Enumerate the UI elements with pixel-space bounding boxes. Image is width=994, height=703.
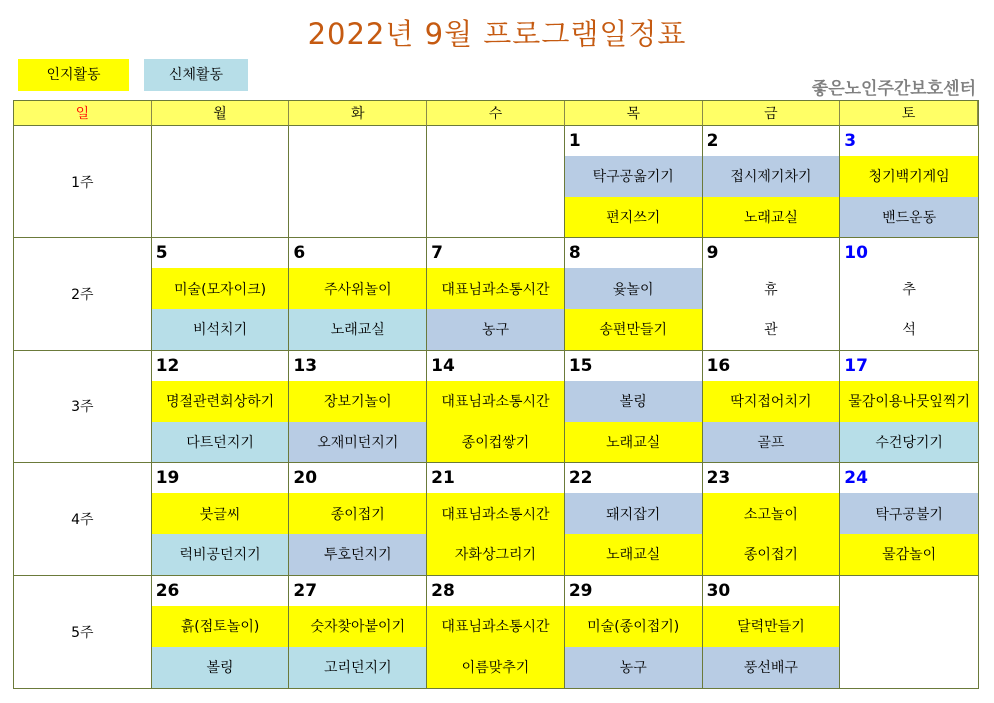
activity: 명절관련회상하기 bbox=[152, 381, 289, 422]
activity: 대표님과소통시간 bbox=[427, 606, 564, 647]
calendar-cell bbox=[565, 576, 703, 688]
activity: 접시제기차기 bbox=[703, 156, 840, 197]
activity: 송편만들기 bbox=[565, 309, 702, 350]
activity: 붓글씨 bbox=[152, 493, 289, 534]
calendar-cell bbox=[840, 351, 978, 463]
calendar-cell bbox=[152, 126, 290, 238]
date-number: 26 bbox=[155, 580, 180, 601]
date-number: 23 bbox=[706, 468, 731, 489]
activity: 비석치기 bbox=[152, 309, 289, 350]
activity: 고리던지기 bbox=[289, 647, 426, 688]
activity: 딱지접어치기 bbox=[703, 381, 840, 422]
week-label: 3주 bbox=[14, 351, 152, 463]
date-number: 1 bbox=[568, 131, 581, 151]
calendar-cell bbox=[840, 126, 978, 238]
date-number: 21 bbox=[431, 468, 455, 489]
activity: 골프 bbox=[703, 422, 840, 463]
date-number: 10 bbox=[844, 243, 868, 264]
calendar-cell bbox=[565, 238, 703, 350]
activity: 달력만들기 bbox=[703, 606, 840, 647]
calendar-cell bbox=[703, 576, 841, 688]
date-number: 2 bbox=[706, 131, 719, 151]
legend-physical: 신체활동 bbox=[144, 59, 248, 91]
date-number: 16 bbox=[706, 355, 731, 376]
week-label: 2주 bbox=[14, 238, 152, 350]
activity: 미술(모자이크) bbox=[152, 268, 289, 309]
date-number: 9 bbox=[706, 243, 719, 264]
date-number: 8 bbox=[568, 243, 581, 264]
activity: 자화상그리기 bbox=[427, 534, 564, 575]
calendar-cell bbox=[152, 238, 290, 350]
activity: 이름맞추기 bbox=[427, 647, 564, 688]
date-number: 15 bbox=[568, 355, 593, 376]
calendar-cell bbox=[703, 351, 841, 463]
day-header: 토 bbox=[840, 101, 978, 126]
calendar-cell bbox=[703, 238, 841, 350]
day-header: 수 bbox=[427, 101, 565, 126]
activity: 볼링 bbox=[152, 647, 289, 688]
activity: 탁구공옮기기 bbox=[565, 156, 702, 197]
activity: 대표님과소통시간 bbox=[427, 381, 564, 422]
calendar-cell bbox=[703, 463, 841, 575]
activity: 흙(점토놀이) bbox=[152, 606, 289, 647]
activity: 편지쓰기 bbox=[565, 197, 702, 238]
activity: 볼링 bbox=[565, 381, 702, 422]
date-number: 6 bbox=[293, 243, 306, 264]
date-number: 28 bbox=[431, 580, 455, 601]
activity: 종이컵쌓기 bbox=[427, 422, 564, 463]
date-number: 14 bbox=[431, 355, 455, 376]
activity: 주사위놀이 bbox=[289, 268, 426, 309]
date-number: 19 bbox=[155, 468, 180, 489]
date-number: 22 bbox=[568, 468, 593, 489]
legend-cognitive: 인지활동 bbox=[18, 59, 129, 91]
date-number: 30 bbox=[706, 580, 731, 601]
activity: 윷놀이 bbox=[565, 268, 702, 309]
calendar-cell bbox=[565, 463, 703, 575]
date-number: 12 bbox=[155, 355, 180, 376]
calendar-cell bbox=[703, 126, 841, 238]
calendar-cell bbox=[152, 351, 290, 463]
page-title: 2022년 9월 프로그램일정표 bbox=[307, 17, 687, 51]
activity: 장보기놀이 bbox=[289, 381, 426, 422]
activity: 미술(종이접기) bbox=[565, 606, 702, 647]
day-header: 목 bbox=[565, 101, 703, 126]
calendar-cell bbox=[427, 126, 565, 238]
calendar-cell bbox=[289, 576, 427, 688]
calendar-cell bbox=[565, 126, 703, 238]
calendar-cell bbox=[289, 126, 427, 238]
organization-name: 좋은노인주간보호센터 bbox=[811, 79, 976, 99]
activity: 휴 bbox=[703, 268, 840, 309]
day-header: 일 bbox=[14, 101, 152, 126]
calendar-cell bbox=[427, 576, 565, 688]
activity: 석 bbox=[840, 309, 978, 350]
date-number: 5 bbox=[155, 243, 168, 264]
activity: 농구 bbox=[565, 647, 702, 688]
day-header: 화 bbox=[289, 101, 427, 126]
week-label: 1주 bbox=[14, 126, 152, 238]
activity: 럭비공던지기 bbox=[152, 534, 289, 575]
activity: 노래교실 bbox=[565, 422, 702, 463]
activity: 농구 bbox=[427, 309, 564, 350]
activity: 돼지잡기 bbox=[565, 493, 702, 534]
activity: 탁구공불기 bbox=[840, 493, 978, 534]
activity: 밴드운동 bbox=[840, 197, 978, 238]
calendar-cell bbox=[152, 463, 290, 575]
activity: 노래교실 bbox=[703, 197, 840, 238]
activity: 물감이용나뭇잎찍기 bbox=[840, 381, 978, 422]
calendar-cell bbox=[840, 238, 978, 350]
date-number: 3 bbox=[844, 131, 857, 151]
activity: 다트던지기 bbox=[152, 422, 289, 463]
week-label: 5주 bbox=[14, 576, 152, 688]
activity: 종이접기 bbox=[289, 493, 426, 534]
calendar-cell bbox=[565, 351, 703, 463]
activity: 소고놀이 bbox=[703, 493, 840, 534]
calendar-cell bbox=[289, 351, 427, 463]
date-number: 27 bbox=[293, 580, 318, 601]
activity: 대표님과소통시간 bbox=[427, 268, 564, 309]
calendar-cell bbox=[427, 238, 565, 350]
activity: 수건당기기 bbox=[840, 422, 978, 463]
date-number: 24 bbox=[844, 468, 868, 489]
date-number: 20 bbox=[293, 468, 318, 489]
calendar-cell bbox=[427, 463, 565, 575]
calendar-cell bbox=[289, 463, 427, 575]
day-header: 금 bbox=[703, 101, 841, 126]
activity: 종이접기 bbox=[703, 534, 840, 575]
calendar-cell bbox=[840, 576, 978, 688]
activity: 노래교실 bbox=[565, 534, 702, 575]
calendar-cell bbox=[152, 576, 290, 688]
activity: 물감놀이 bbox=[840, 534, 978, 575]
calendar-cell bbox=[840, 463, 978, 575]
activity: 풍선배구 bbox=[703, 647, 840, 688]
calendar-cell bbox=[427, 351, 565, 463]
date-number: 29 bbox=[568, 580, 593, 601]
calendar-cell bbox=[289, 238, 427, 350]
date-number: 17 bbox=[844, 355, 868, 376]
day-header: 월 bbox=[152, 101, 290, 126]
week-label: 4주 bbox=[14, 463, 152, 575]
date-number: 13 bbox=[293, 355, 318, 376]
activity: 관 bbox=[703, 309, 840, 350]
schedule-table bbox=[13, 100, 979, 689]
activity: 오재미던지기 bbox=[289, 422, 426, 463]
activity: 노래교실 bbox=[289, 309, 426, 350]
activity: 숫자찾아붙이기 bbox=[289, 606, 426, 647]
activity: 추 bbox=[840, 268, 978, 309]
date-number: 7 bbox=[431, 243, 443, 264]
activity: 대표님과소통시간 bbox=[427, 493, 564, 534]
activity: 청기백기게임 bbox=[840, 156, 978, 197]
activity: 투호던지기 bbox=[289, 534, 426, 575]
